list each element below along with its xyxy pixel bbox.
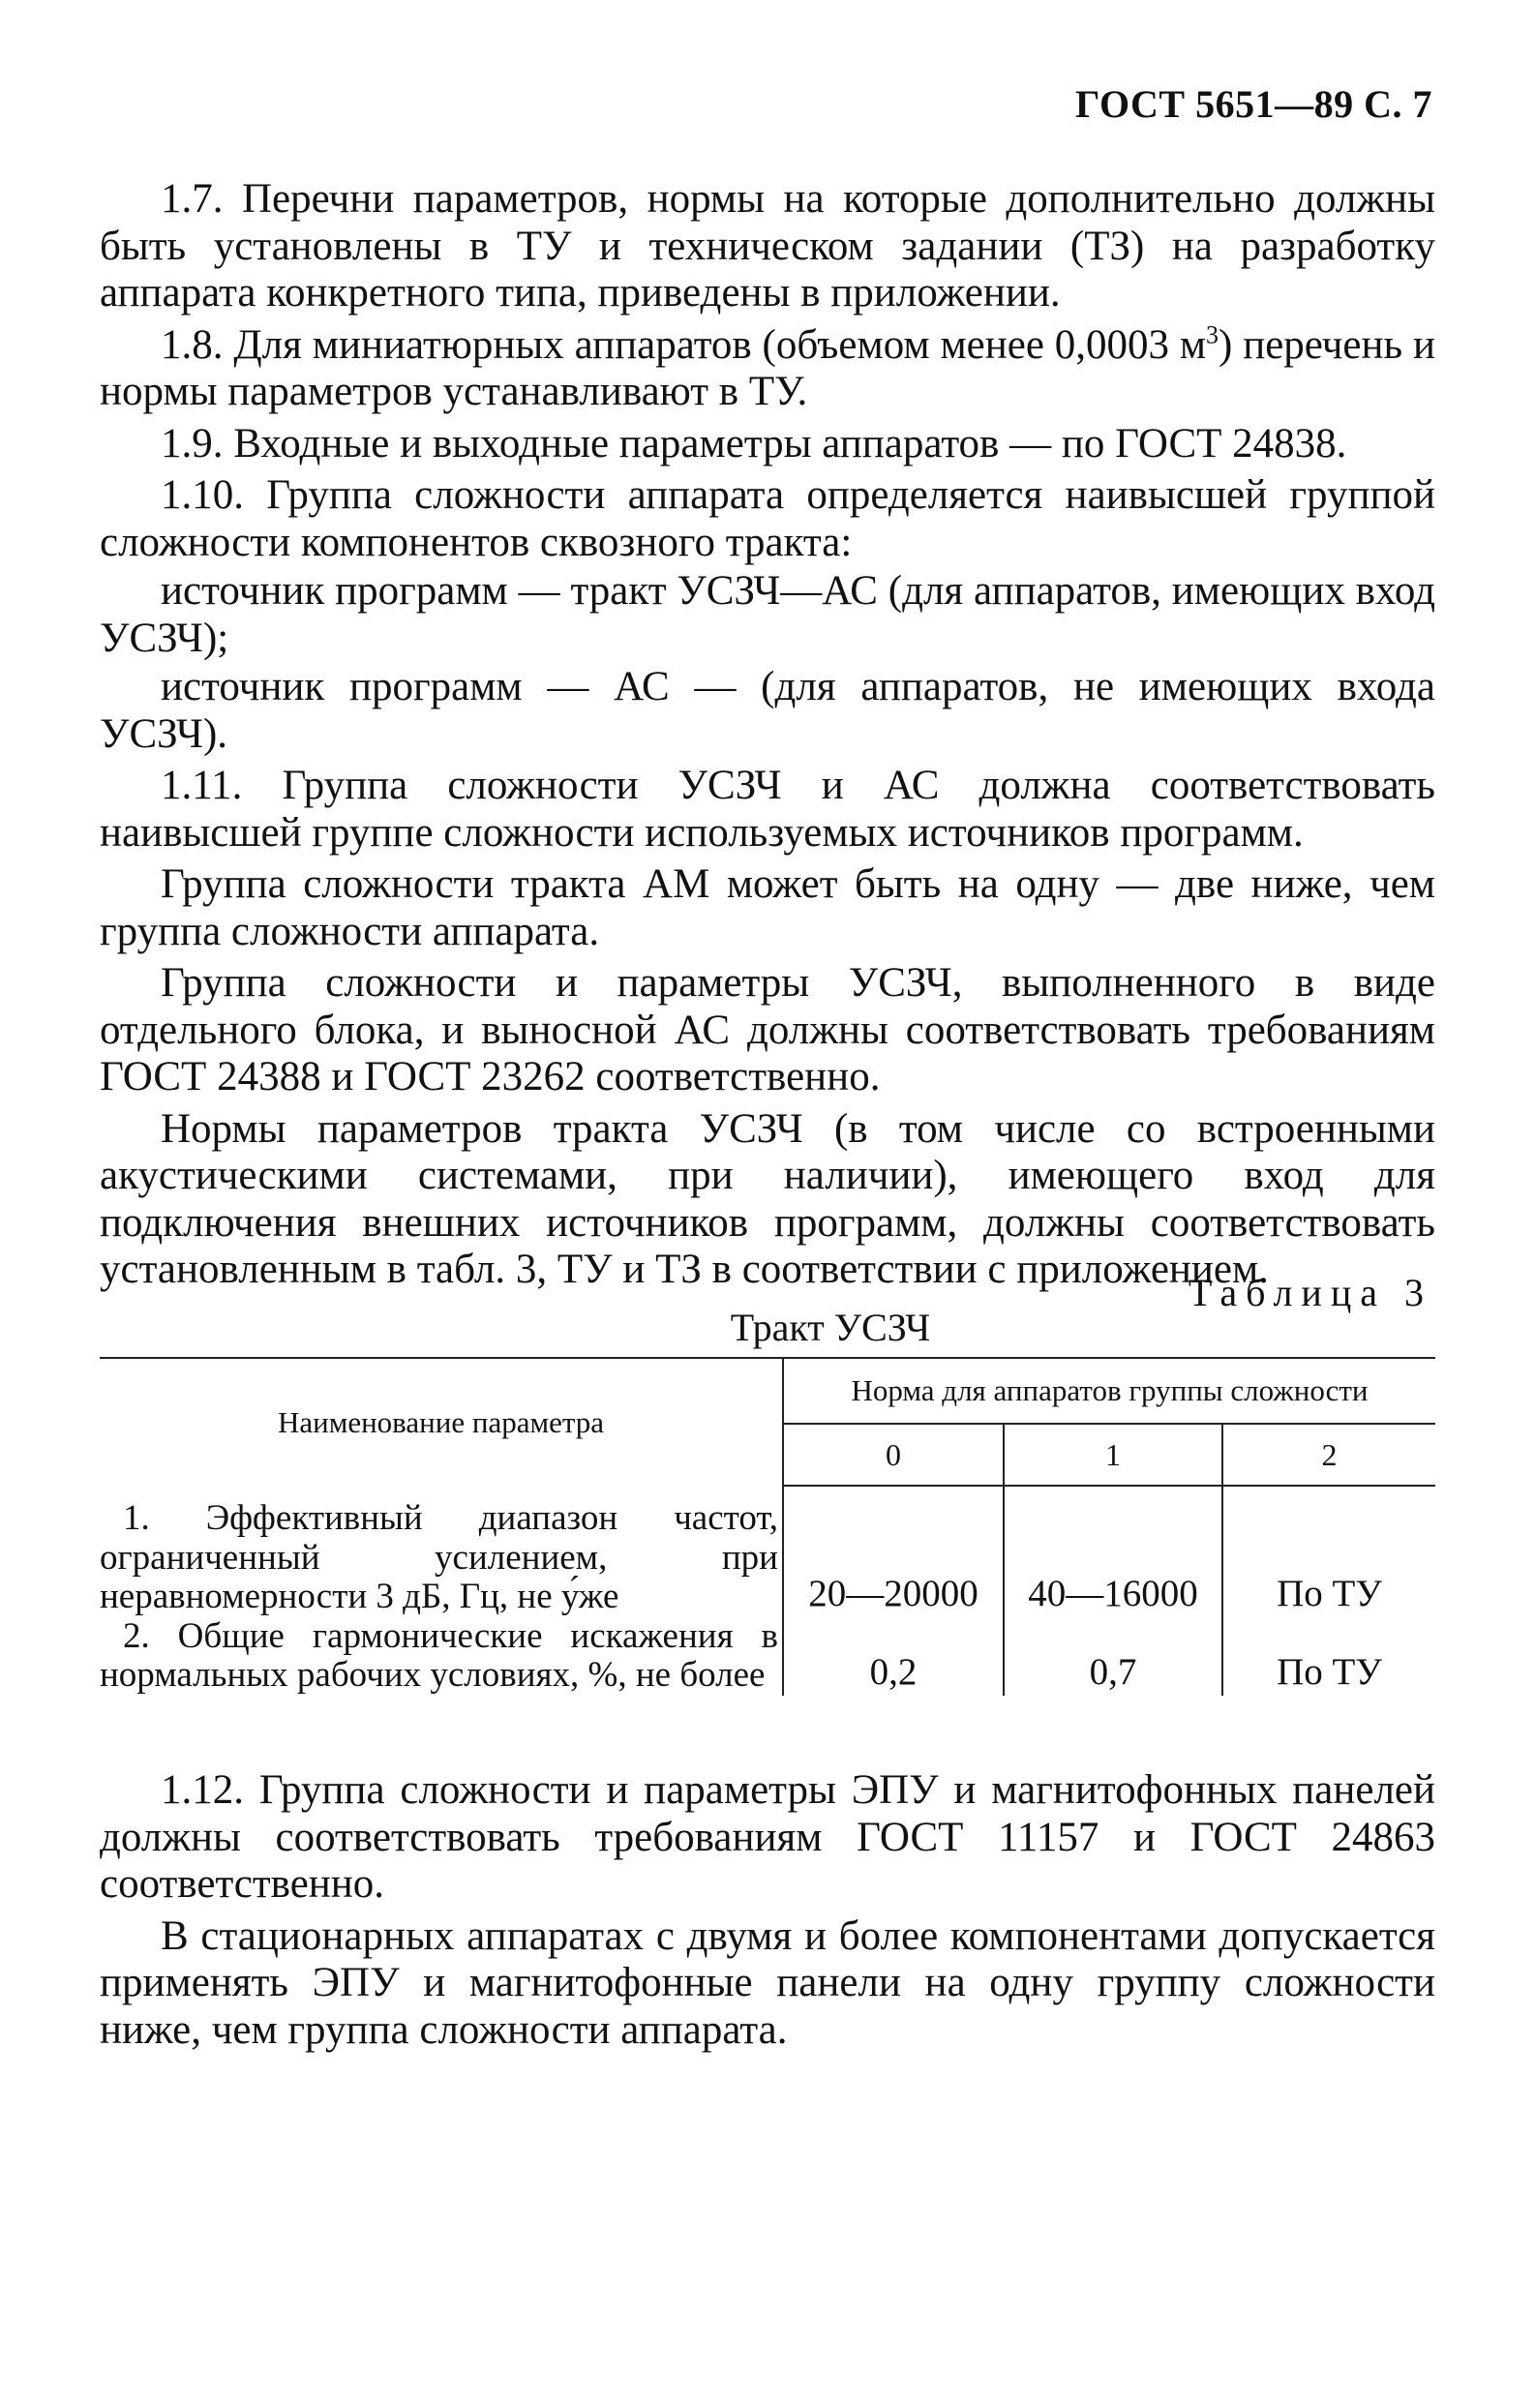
page-header: ГОСТ 5651—89 С. 7: [1074, 82, 1432, 126]
paragraph-1-8: [100, 322, 1435, 416]
top-text-block: [100, 176, 1435, 1299]
paragraph-1-12-b: В стационарных аппаратах с двумя и более компонентами допускается применять ЭПУ и магнитофонные панели на одну группу сложности ниже, чем группа сложности аппарата.: [100, 1912, 1435, 2053]
row-1-name: [100, 1486, 783, 1617]
table-title: Тракт УСЗЧ: [730, 1306, 931, 1349]
row-2-value-group-2: По ТУ: [1277, 1650, 1382, 1693]
row-1-name-text: 1. Эффективный диапазон частот, ограниченный усилением, при неравномерности 3 дБ, Гц, не у́же: [100, 1498, 778, 1616]
paragraph-1-9: 1.9. Входные и выходные параметры аппаратов — по ГОСТ 24838.: [161, 420, 1347, 467]
header-norm-group: Норма для аппаратов группы сложности: [783, 1358, 1435, 1424]
table-caption: Таблица 3: [1188, 1271, 1432, 1314]
paragraph-1-12: 1.12. Группа сложности и параметры ЭПУ и магнитофонных панелей должны соответствовать требованиям ГОСТ 11157 и ГОСТ 24863 соответственно.: [100, 1767, 1435, 1907]
row-1-value-group-0: 20—20000: [783, 1486, 1004, 1617]
header-parameter-name: Наименование параметра: [100, 1358, 783, 1486]
paragraph-1-10-item-2: источник программ — АС — (для аппаратов, не имеющих входа УСЗЧ).: [100, 664, 1435, 757]
bottom-text-block: [100, 1767, 1435, 2059]
table-row: [100, 1486, 1435, 1617]
paragraph-1-11-c: Группа сложности и параметры УСЗЧ, выполненного в виде отдельного блока, и выносной АС должны соответствовать требованиям ГОСТ 24388 и ГОСТ 23262 соответственно.: [100, 960, 1435, 1099]
row-2-name-text: 2. Общие гармонические искажения в нормальных рабочих условиях, %, не более: [100, 1615, 778, 1695]
paragraph-1-10-item-1: источник программ — тракт УСЗЧ—АС (для аппаратов, имеющих вход УСЗЧ);: [100, 568, 1435, 661]
superscript-3: 3: [1206, 320, 1219, 349]
paragraph-1-11-b: Группа сложности тракта АМ может быть на одну — две ниже, чем группа сложности аппарата.: [100, 861, 1435, 954]
header-group-1: 1: [1004, 1424, 1222, 1486]
paragraph-1-10: 1.10. Группа сложности аппарата определяется наивысшей группой сложности компонентов сквозного тракта:: [100, 472, 1435, 565]
row-2-value-group-0: 0,2: [783, 1617, 1004, 1696]
row-2-value-group-1: 0,7: [1004, 1617, 1222, 1696]
paragraph-1-8-tail: ) перечень и нормы параметров устанавливают в ТУ.: [100, 321, 1435, 414]
row-1-value-group-2: По ТУ: [1277, 1572, 1382, 1614]
header-group-0: 0: [783, 1424, 1004, 1486]
row-2-name: [100, 1617, 783, 1696]
table-row: [100, 1617, 1435, 1696]
table-3: [100, 1357, 1435, 1696]
paragraph-1-7: 1.7. Перечни параметров, нормы на которые дополнительно должны быть установлены в ТУ и техническом задании (ТЗ) на разработку аппарата конкретного типа, приведены в приложении.: [100, 176, 1435, 316]
row-1-value-group-1: 40—16000: [1004, 1486, 1222, 1617]
header-group-2: 2: [1222, 1424, 1435, 1486]
paragraph-1-11: 1.11. Группа сложности УСЗЧ и АС должна соответствовать наивысшей группе сложности используемых источников программ.: [100, 763, 1435, 856]
paragraph-1-11-d: Нормы параметров тракта УСЗЧ (в том числе со встроенными акустическими системами, при наличии), имеющего вход для подключения внешних источников программ, должны соответствовать установленным в табл. 3, ТУ и ТЗ в соответствии с приложением.: [100, 1105, 1435, 1292]
paragraph-1-8-head: 1.8. Для миниатюрных аппаратов (объемом менее 0,0003 м: [161, 321, 1207, 368]
